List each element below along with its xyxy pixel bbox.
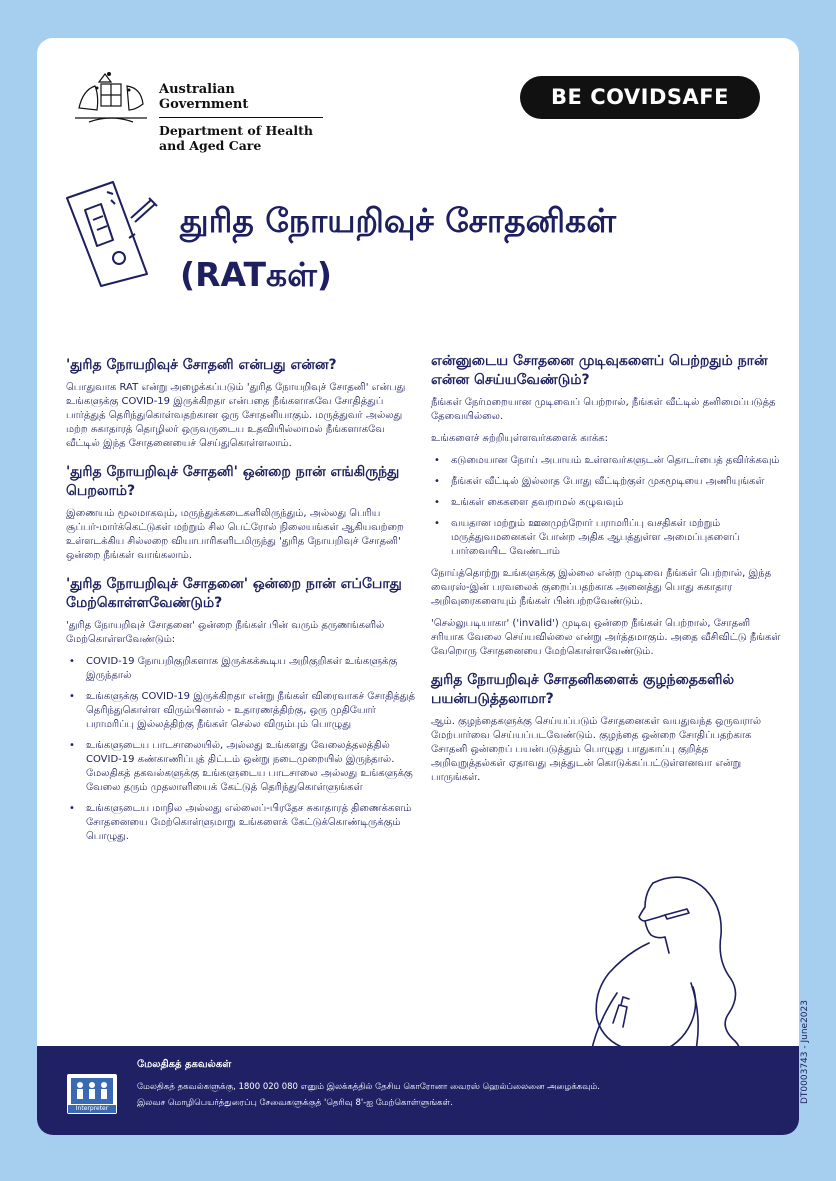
interpreter-people-icon bbox=[71, 1078, 113, 1104]
section-heading: என்னுடைய சோதனை முடிவுகளைப் பெற்றதும் நான் என்ன செய்யவேண்டும்? bbox=[431, 353, 768, 388]
page-title bbox=[180, 194, 616, 302]
government-wordmark bbox=[159, 82, 323, 153]
list-item: • உங்களுடைய மாநில அல்லது எல்லைப்-பிரதேச சுகாதாரத் திணைக்களம் சோதனையை மேற்கொள்ளுமாறு உங்களைக் கேட்டுக்கொண்டிருக்கும் பொழுது. bbox=[86, 802, 416, 844]
section-body: ஆம். குழந்தைகளுக்கு செய்யப்படும் சோதனைகள் வயதுவந்த ஒருவரால் மேற்பார்வை செய்யப்படவேண்டும். குழந்தை ஒன்றை சோதிப்பதற்காக சோதனி ஒன்றைப் பயன்படுத்தும் பொழுது பாதுகாப்பு குறித்த அறிவுறுத்தல்கள் ஏதாவது அத்துடன் கொடுக்கப்பட்டுள்ளனவா என்று பாருங்கள். bbox=[431, 716, 762, 783]
section-body: 'செல்லுபடியாகா' ('invalid') முடிவு ஒன்றை நீங்கள் பெற்றால், சோதனி சரியாக வேலை செய்யவில்லை என்று அர்த்தமாகும். அதை வீசிவிட்டு நீங்கள் வேறொரு சோதனையை மேற்கொள்ளவேண்டும். bbox=[431, 618, 781, 657]
protect-others-list bbox=[431, 454, 781, 559]
when-to-test-list bbox=[66, 655, 416, 844]
left-column bbox=[66, 356, 416, 856]
footer-interpreter-text: இலவச மொழிபெயர்த்துரைப்பு சேவைகளுக்குத் 'தெரிவு 8'-ஐ மேற்கொள்ளுங்கள். bbox=[137, 1098, 453, 1108]
section-body: 'துரித நோயறிவுச் சோதனை' ஒன்றை நீங்கள் பின் வரும் தருணங்களில் மேற்கொள்ளவேண்டும்: bbox=[66, 620, 385, 645]
list-item: • உங்கள் கைகளை தவறாமல் கழுவவும் bbox=[451, 496, 781, 510]
section-children bbox=[431, 671, 781, 785]
gov-line2: Department of Health bbox=[159, 123, 313, 138]
rapid-antigen-test-icon bbox=[61, 178, 161, 288]
document-code: DT0003743 - June2023 bbox=[800, 1000, 810, 1104]
footer-heading: மேலதிகத் தகவல்கள் bbox=[137, 1059, 232, 1070]
list-item: • நீங்கள் வீட்டில் இல்லாத போது வீட்டிற்குள் முகமூடியை அணியுங்கள் bbox=[451, 475, 781, 489]
coat-of-arms-icon bbox=[69, 68, 155, 130]
right-column bbox=[431, 352, 781, 797]
section-what-is bbox=[66, 356, 416, 451]
interpreter-label: Interpreter bbox=[68, 1105, 116, 1113]
page bbox=[37, 38, 799, 1135]
list-item: • உங்களுக்கு COVID-19 இருக்கிறதா என்று நீங்கள் விரைவாகச் சோதித்துத் தெரிந்துகொள்ள விரும்பினால் - உதாரணத்திற்கு, ஒரு முதியோர் பராமரிப்பு இல்லத்திற்கு நீங்கள் செல்ல விரும்பும் பொழுது bbox=[86, 690, 416, 732]
section-heading: 'துரித நோயறிவுச் சோதனி' ஒன்றை நான் எங்கிருந்து பெறலாம்? bbox=[66, 464, 400, 499]
section-heading: 'துரித நோயறிவுச் சோதனை' ஒன்றை நான் எப்போது மேற்கொள்ளவேண்டும்? bbox=[66, 576, 402, 611]
section-after-results bbox=[431, 352, 781, 659]
gov-line3: and Aged Care bbox=[159, 138, 262, 153]
interpreter-logo bbox=[67, 1074, 117, 1114]
section-body: பொதுவாக RAT என்று அழைக்கப்படும் 'துரித நோயறிவுச் சோதனி' என்பது உங்களுக்கு COVID-19 இருக்கிறதா என்பதை நீங்களாகவே சோதித்துப் பார்த்துத் தெரிந்துகொள்வதற்கான ஒரு சோதனியாகும். மருத்துவர் அல்லது மற்ற சுகாதாரத் தொழிலர் ஒருவருடைய உதவியில்லாமல் நீங்களாகவே வீட்டில் இந்த சோதனையைச் செய்துகொள்ளலாம். bbox=[66, 382, 406, 449]
section-body: நோய்த்தொற்று உங்களுக்கு இல்லை என்ற முடிவை நீங்கள் பெற்றால், இந்த வைரஸ்-இன் பரவலைக் குறைப்பதற்காக அனைத்து பொது சுகாதார அறிவுரைகளையும் நீங்கள் பின்பற்றவேண்டும். bbox=[431, 568, 772, 607]
footer-banner bbox=[37, 1046, 799, 1135]
section-heading: துரித நோயறிவுச் சோதனிகளைக் குழந்தைகளில் பயன்படுத்தலாமா? bbox=[431, 672, 735, 707]
title-line2: (RATகள்) bbox=[180, 255, 332, 294]
list-item: • உங்களுடைய பாடசாலையில், அல்லது உங்களது வேலைத்தலத்தில் COVID-19 கண்காணிப்புத் திட்டம் ஒன்று நடைமுறையில் இருந்தால். மேலதிகத் தகவல்களுக்கு உங்களுடைய பாடசாலை அல்லது உங்களுக்கு வேலை தரும் முதலாளியைக் கேட்டுத் தெரிந்துகொள்ளுங்கள் bbox=[86, 739, 416, 795]
be-covidsafe-badge: BE COVIDSAFE bbox=[520, 76, 760, 119]
list-item: • வயதான மற்றும் ஊனமுற்றோர் பராமரிப்பு வசதிகள் மற்றும் மருத்துவமனைகள் போன்ற அதிக ஆபத்துள்ள அமைப்புகளைப் பார்வையிட வேண்டாம் bbox=[451, 517, 781, 559]
section-body: நீங்கள் நேர்மறையான முடிவைப் பெற்றால், நீங்கள் வீட்டில் தனிமைப்படுத்த தேவையில்லை. bbox=[431, 397, 776, 422]
list-item: • கடுமையான நோய் அபாயம் உள்ளவர்களுடன் தொடர்பைத் தவிர்க்கவும் bbox=[451, 454, 781, 468]
section-body: உங்களைச் சுற்றியுள்ளவர்களைக் காக்க: bbox=[431, 433, 609, 444]
footer-helpline-text: மேலதிகத் தகவல்களுக்கு, 1800 020 080 எனும் இலக்கத்தில் தேசிய கொரோனா வைரஸ் ஹெல்ப்லைனை அழைக்கவும். bbox=[137, 1082, 600, 1092]
section-where-to-get bbox=[66, 463, 416, 563]
section-when-to-test bbox=[66, 575, 416, 844]
section-body: இணையம் மூலமாகவும், மருந்துக்கடைகளிலிருந்தும், அல்லது பெரிய சூப்பர்-மார்க்கெட்டுகள் மற்றும் சில பெட்ரோல் நிலையங்கள் ஆகியவற்றை உள்ளடக்கிய சில்லறை வியாபாரிகளிடமிருந்து 'துரித நோயறிவுச் சோதனி' ஒன்றை நீங்கள் வாங்கலாம். bbox=[66, 508, 404, 561]
list-item: • COVID-19 நோயறிகுறிகளாக இருக்கக்கூடிய அறிகுறிகள் உங்களுக்கு இருந்தால் bbox=[86, 655, 416, 683]
gov-line1: Australian Government bbox=[159, 82, 323, 118]
title-line1: துரித நோயறிவுச் சோதனிகள் bbox=[180, 201, 617, 240]
section-heading: 'துரித நோயறிவுச் சோதனி என்பது என்ன? bbox=[66, 357, 337, 373]
